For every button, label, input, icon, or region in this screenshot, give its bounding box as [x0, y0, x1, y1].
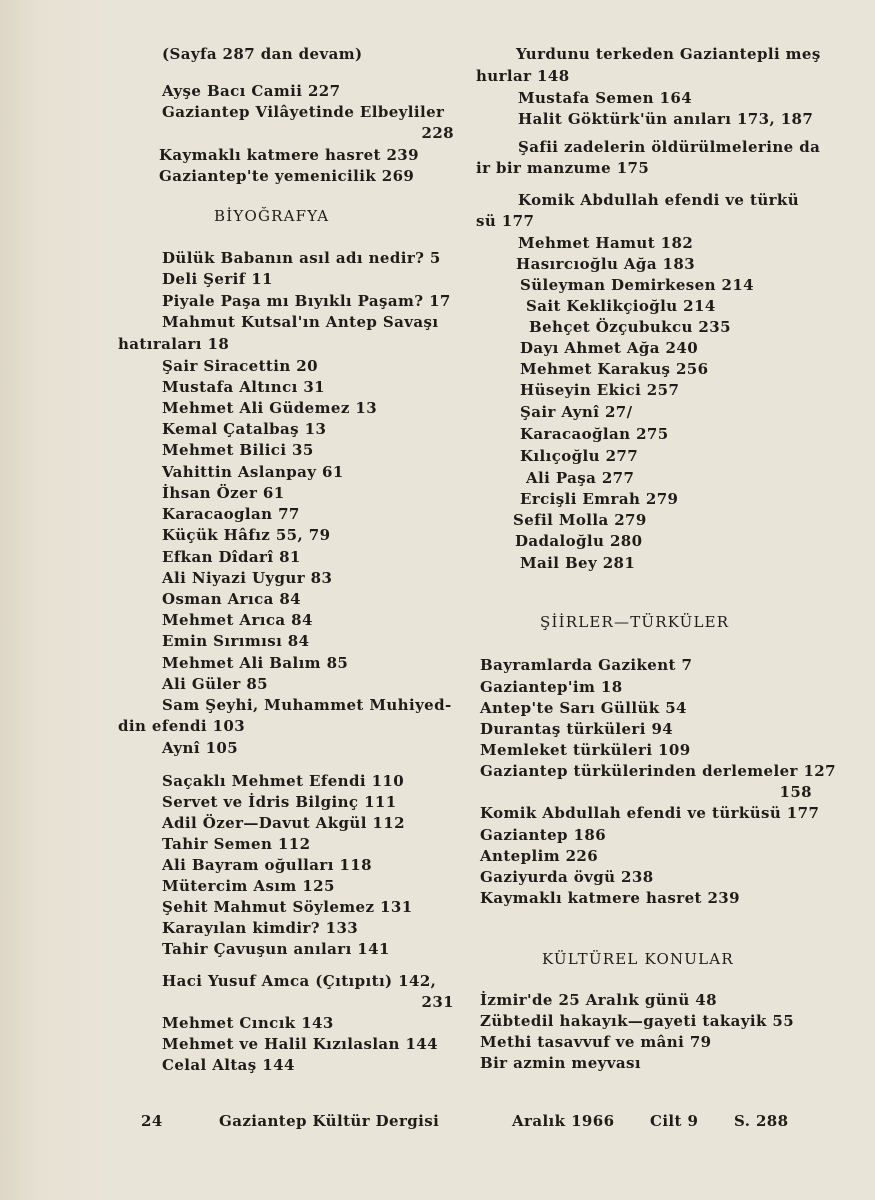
index-entry: Şair Siracettin 20 [162, 357, 318, 375]
index-entry: Karacaoğlan 275 [520, 425, 669, 443]
index-entry: İhsan Özer 61 [162, 484, 285, 502]
index-entry: Haci Yusuf Amca (Çıtıpıtı) 142, [162, 972, 437, 990]
index-entry: Sam Şeyhi, Muhammet Muhiyed- [162, 696, 452, 714]
index-entry: Durantaş türküleri 94 [480, 720, 674, 738]
index-entry: Saçaklı Mehmet Efendi 110 [162, 772, 405, 790]
issue-date: Aralık 1966 [512, 1112, 615, 1130]
index-entry: Mehmet Bilici 35 [162, 441, 314, 459]
index-entry: Vahittin Aslanpay 61 [162, 463, 344, 481]
issue-number: S. 288 [734, 1112, 789, 1130]
section-heading-culture: KÜLTÜREL KONULAR [542, 950, 734, 968]
index-entry: Sait Keklikçioğlu 214 [526, 297, 716, 315]
index-entry: Adil Özer—Davut Akgül 112 [162, 814, 405, 832]
volume-number: Cilt 9 [650, 1112, 699, 1130]
index-entry: Tahir Çavuşun anıları 141 [162, 940, 390, 958]
index-entry: Ali Güler 85 [162, 675, 269, 693]
index-entry: Hasırcıoğlu Ağa 183 [516, 255, 696, 273]
index-entry: Gaziantep'im 18 [480, 678, 623, 696]
journal-name: Gaziantep Kültür Dergisi [219, 1112, 440, 1130]
index-entry: Kemal Çatalbaş 13 [162, 420, 327, 438]
index-entry: Anteplim 226 [480, 847, 599, 865]
index-entry: Emin Sırımısı 84 [162, 632, 310, 650]
index-entry: Gaziantep'te yemenicilik 269 [159, 167, 415, 185]
index-entry: Ercişli Emrah 279 [520, 490, 679, 508]
index-entry-continued: ir bir manzume 175 [476, 159, 650, 177]
index-entry: Kaymaklı katmere hasret 239 [480, 889, 740, 907]
index-entry: Şair Aynî 27/ [520, 403, 633, 421]
index-entry: Mehmet Arıca 84 [162, 611, 313, 629]
index-entry: Mail Bey 281 [520, 554, 636, 572]
index-entry: Gaziantep Vilâyetinde Elbeyliler [162, 103, 445, 121]
index-entry: Gaziyurda övgü 238 [480, 868, 654, 886]
index-entry: Karacaoglan 77 [162, 505, 300, 523]
index-entry-page: 231 [421, 993, 454, 1011]
index-entry: İzmir'de 25 Aralık günü 48 [480, 991, 717, 1009]
index-entry: Şafii zadelerin öldürülmelerine da [518, 138, 821, 156]
section-heading-biography: BİYOĞRAFYA [214, 207, 330, 225]
index-entry: Ali Paşa 277 [526, 469, 635, 487]
index-entry: Kılıçoğlu 277 [520, 447, 639, 465]
index-entry: Mehmet Ali Güdemez 13 [162, 399, 378, 417]
index-entry: Ali Bayram oğulları 118 [162, 856, 372, 874]
index-entry: Mustafa Altıncı 31 [162, 378, 325, 396]
index-entry: Dadaloğlu 280 [515, 532, 643, 550]
index-entry: Mehmet ve Halil Kızılaslan 144 [162, 1035, 438, 1053]
index-entry: Mehmet Karakuş 256 [520, 360, 709, 378]
page-number: 24 [141, 1112, 163, 1130]
index-entry-continued: hatıraları 18 [118, 335, 230, 353]
index-entry: Memleket türküleri 109 [480, 741, 691, 759]
index-entry: Dayı Ahmet Ağa 240 [520, 339, 699, 357]
index-entry: Sefil Molla 279 [513, 511, 647, 529]
index-entry: Deli Şerif 11 [162, 270, 273, 288]
index-entry: Methi tasavvuf ve mâni 79 [480, 1033, 712, 1051]
index-entry: Komik Abdullah efendi ve türküsü 177 [480, 804, 820, 822]
continuation-note: (Sayfa 287 dan devam) [162, 45, 363, 63]
index-entry-page: 228 [421, 124, 454, 142]
section-heading-poems: ŞİİRLER—TÜRKÜLER [540, 613, 730, 631]
index-entry: Halit Göktürk'ün anıları 173, 187 [518, 110, 814, 128]
index-entry: Küçük Hâfız 55, 79 [162, 526, 331, 544]
index-entry: Mehmet Hamut 182 [518, 234, 694, 252]
index-entry: Servet ve İdris Bilginç 111 [162, 793, 397, 811]
index-entry-continued: hurlar 148 [476, 67, 570, 85]
index-entry: Aynî 105 [162, 739, 239, 757]
index-entry: Piyale Paşa mı Bıyıklı Paşam? 17 [162, 292, 451, 310]
index-entry: Behçet Özçubukcu 235 [529, 318, 731, 336]
index-entry: Ayşe Bacı Camii 227 [162, 82, 341, 100]
index-entry: Ali Niyazi Uygur 83 [162, 569, 333, 587]
index-entry: Antep'te Sarı Güllük 54 [480, 699, 687, 717]
index-entry: Mustafa Semen 164 [518, 89, 693, 107]
index-entry: Komik Abdullah efendi ve türkü [518, 191, 800, 209]
index-entry: Mehmet Ali Balım 85 [162, 654, 349, 672]
index-entry: Süleyman Demirkesen 214 [520, 276, 755, 294]
index-entry: Gaziantep 186 [480, 826, 607, 844]
index-entry: Şehit Mahmut Söylemez 131 [162, 898, 413, 916]
index-entry: Tahir Semen 112 [162, 835, 311, 853]
index-entry: Mehmet Cıncık 143 [162, 1014, 334, 1032]
index-entry: Gaziantep türkülerinden derlemeler 127 [480, 762, 836, 780]
index-entry: Efkan Dîdarî 81 [162, 548, 301, 566]
index-entry: Osman Arıca 84 [162, 590, 302, 608]
index-entry: Dülük Babanın asıl adı nedir? 5 [162, 249, 441, 267]
index-entry: Zübtedil hakayık—gayeti takayik 55 [480, 1012, 795, 1030]
index-entry: Bir azmin meyvası [480, 1054, 641, 1072]
index-entry-continued: sü 177 [476, 212, 535, 230]
index-entry-continued: din efendi 103 [118, 717, 246, 735]
index-entry: Kaymaklı katmere hasret 239 [159, 146, 419, 164]
index-entry: Celal Altaş 144 [162, 1056, 295, 1074]
index-entry: Hüseyin Ekici 257 [520, 381, 680, 399]
index-entry: Karayılan kimdir? 133 [162, 919, 359, 937]
index-entry-page: 158 [779, 783, 812, 801]
index-entry: Mütercim Asım 125 [162, 877, 335, 895]
index-entry: Mahmut Kutsal'ın Antep Savaşı [162, 313, 439, 331]
index-entry: Bayramlarda Gazikent 7 [480, 656, 693, 674]
index-entry: Yurdunu terkeden Gaziantepli meş [516, 45, 821, 63]
